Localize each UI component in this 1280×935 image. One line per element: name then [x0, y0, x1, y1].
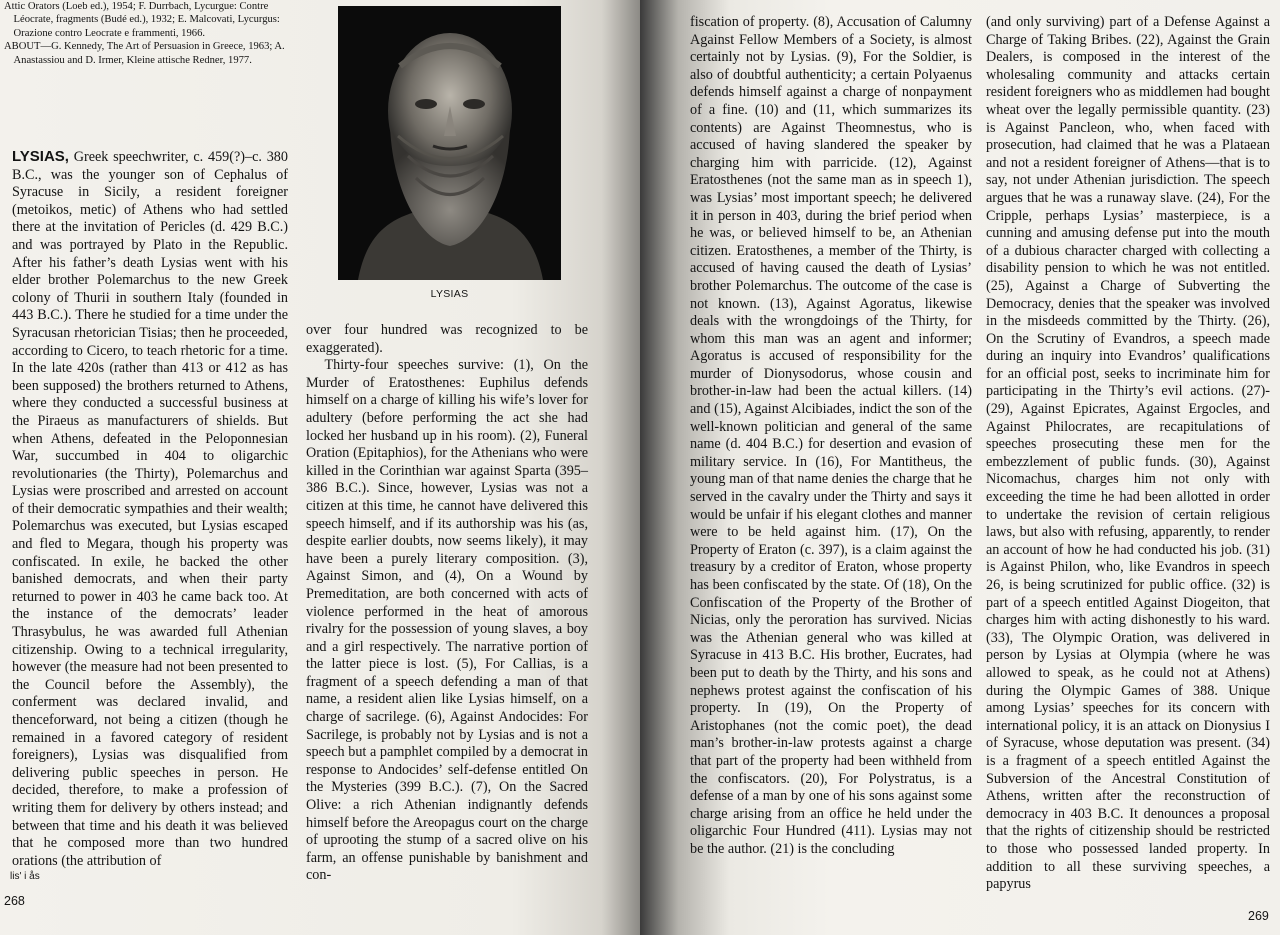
reference-editions: Attic Orators (Loeb ed.), 1954; F. Durrbach, Lycurgue: Contre Léocrate, fragments (Budé ed.), 1932; E. Malcovati, Lycurgus: Orazione contro Leocrate e frammenti, 1966. [4, 1, 280, 39]
paragraph: Thirty-four speeches survive: (1), On the Murder of Eratosthenes: Euphilus defends himself on a charge of killing his wife’s lover for adultery (before performing the act she had locked her husband up in his room). (2), Funeral Oration (Epitaphios), for the Athenians who were killed in the Corinthian war against Sparta (395–386 B.C.). Since, however, Lysias was not a citizen at this time, he cannot have delivered this speech himself, and if its authorship was his (as, despite earlier doubts, now seems likely), it may have been a purely literary composition. (3), Against Simon, and (4), On a Wound by Premeditation, are both concerned with acts of violence performed in the heat of amorous rivalry for the possession of young slaves, a boy and a girl respectively. The narrative portion of the latter piece is lost. (5), For Callias, is a fragment of a speech defending a man of that name, a resident alien like Lysias himself, on a charge of sacrilege. (6), Against Andocides: For Sacrilege, is probably not by Lysias and is not a speech but a pamphlet compiled by a democrat in response to Andocides’ self-defense entitled On the Mysteries (399 B.C.). (7), On the Sacred Olive: a rich Athenian indignantly defends himself before the Areopagus court on the charge of uprooting the stump of a sacred olive on his farm, an offense punishable by banishment and con- [306, 357, 588, 884]
paragraph: (and only surviving) part of a Defense Against a Charge of Taking Bribes. (22), Against the Grain Dealers, is composed in the interest of the wholesaling community and attacks certain resident foreigners who as middlemen had bought wheat over the legally permissible quantity. (23) is Against Pancleon, who, when faced with prosecution, had claimed that he was a Plataean and not a resident foreigner of Athens—that is to say, not under Athenian jurisdiction. The speech argues that he was a runaway slave. (24), For the Cripple, perhaps Lysias’ masterpiece, is a cunning and amusing defense put into the mouth of a dubious character charged with collecting a disability pension to which he was not entitled. (25), Against a Charge of Subverting the Democracy, denies that the speaker was involved in the misdeeds committed by the Thirty. (26), On the Scrutiny of Evandros, a speech made during an inquiry into Evandros’ qualifications for an official post, seeks to incriminate him for participating in the Thirty’s evil actions. (27)-(29), Against Epicrates, Against Ergocles, and Against Philocrates, are recapitulations of speeches prosecuting these men for the embezzlement of public funds. (30), Against Nicomachus, charges him not only with exceeding the time he had been allotted in order to undertake the revision of certain religious laws, but also with refusing, apparently, to render an account of how he had conducted his job. (31) is Against Philon, who, like Evandros in speech 26, is being scrutinized for public office. (32) is part of a speech entitled Against Diogeiton, that charges him with acting dishonestly to his ward. (33), The Olympic Oration, was delivered in person by Lysias at Olympia (where he was allowed to speak, as he could not at Athens) during the Olympic Games of 388. Unique among Lysias’ speeches for its concern with international policy, it is an attack on Dionysius I of Syracuse, whose deputation was present. (34) is a fragment of a speech entitled Against the Subversion of the Ancestral Constitution of Athens, written after the reconstruction of democracy in 403 B.C. It denounces a proposal that the rights of citizenship should be restricted to those who possessed landed property. In addition to all these surviving speeches, a papyrus [986, 14, 1270, 893]
page-number-right: 269 [1248, 909, 1269, 923]
references-block [4, 0, 296, 67]
entry-paragraph [12, 148, 288, 870]
column-d [986, 14, 1270, 894]
entry-body: Greek speechwriter, c. 459(?)–c. 380 B.C., was the younger son of Cephalus of Syracuse in Sicily, a resident foreigner (metoikos, metic) of Athens who had settled there at the invitation of Pericles (d. 429 B.C.) and was portrayed by Plato in the Republic. After his father’s death Lysias went with his elder brother Polemarchus to the new Greek colony of Thurii in southern Italy (founded in 443 B.C.). There he studied for a time under the Syracusan rhetorician Tisias; then he proceeded, according to Cicero, to teach rhetoric for a time. In the late 420s (rather than 413 or 412 as has been supposed) the brothers returned to Athens, where they conducted a successful business at the Piraeus as manufacturers of shields. But when Athens, defeated in the Peloponnesian War, succumbed in 404 to oligarchic revolutionaries (the Thirty), Polemarchus and Lysias were proscribed and arrested on account of their democratic sympathies and their wealth; Polemarchus was executed, but Lysias escaped and fled to Megara, though his property was confiscated. In exile, he backed the other banished democrats, and when their party returned to power in 403 he came back too. At the instance of the democrats’ leader Thrasybulus, he was awarded full Athenian citizenship. Owing to a technical irregularity, however (the measure had not been presented to the Council before the Assembly), the conferment was declared invalid, and thenceforward, not being a citizen (though he remained in a favored category of resident foreigners), Lysias was disqualified from delivering public speeches in person. He decided, therefore, to make a profession of writing them for delivery by others instead; and between that time and his death it was believed that he composed more than two hundred orations (the attribution of [12, 149, 288, 869]
column-a [12, 148, 288, 870]
right-page [640, 0, 1280, 935]
portrait-image [338, 6, 561, 280]
paragraph: fiscation of property. (8), Accusation of Calumny Against Fellow Members of a Society, is almost certainly not by Lysias. (9), For the Soldier, is also of doubtful authenticity; a certain Polyaenus defends himself against a charge of nonpayment of a fine. (10) and (11, which summarizes its contents) are Against Theomnestus, who is accused of having slandered the speaker by charging him with parricide. (12), Against Eratosthenes (not the same man as in speech 1), was Lysias’ most important speech; he delivered it in person in 403, during the brief period when he was, or believed himself to be, an Athenian citizen. Eratosthenes, a member of the Thirty, is accused of having caused the death of Lysias’ brother Polemarchus. The outcome of the case is not known. (13), Against Agoratus, likewise deals with the wrongdoings of the Thirty, for whom this man was an agent and informer; Agoratus is accused of responsibility for the murder of Dionysodorus, whose cousin and brother-in-law had been the actual killers. (14) and (15), Against Alcibiades, indict the son of the well-known politician and general of the same name (d. 404 B.C.) for desertion and evasion of military service. In (16), For Mantitheus, the young man of that name denies the charge that he served in the cavalry under the Thirty and says it would be unfair if his elegant clothes and manner were to be held against him. (17), On the Property of Eraton (c. 397), is a claim against the treasury by a creditor of Eraton, whose property has been confiscated by the state. Of (18), On the Confiscation of the Property of the Brother of Nicias, only the peroration has survived. Nicias was the Athenian general who was killed at Syracuse in 413 B.C. His brother, Eucrates, had been put to death by the Thirty, and his sons and nephews protest against the confiscation of his property. In (19), On the Property of Aristophanes (not the comic poet), the dead man’s brother-in-law protests against a charge that part of the property had been withheld from the confiscators. (20), For Polystratus, is a defense of a man by one of his sons against some charge arising from an office he held under the oligarchic Four Hundred (411). Lysias may not be the author. (21) is the concluding [690, 14, 972, 857]
entry-head: LYSIAS, [12, 148, 69, 165]
bust-of-lysias [338, 6, 561, 280]
reference-about: ABOUT—G. Kennedy, The Art of Persuasion in Greece, 1963; A. Anastassiou and D. Irmer, Kleine attische Redner, 1977. [4, 41, 285, 66]
column-b [306, 322, 588, 885]
column-c [690, 14, 972, 859]
signature-mark: lis' i ås [10, 871, 40, 882]
portrait-caption: LYSIAS [430, 288, 469, 300]
page-number-left: 268 [4, 894, 25, 908]
paragraph: over four hundred was recognized to be exaggerated). [306, 322, 588, 356]
